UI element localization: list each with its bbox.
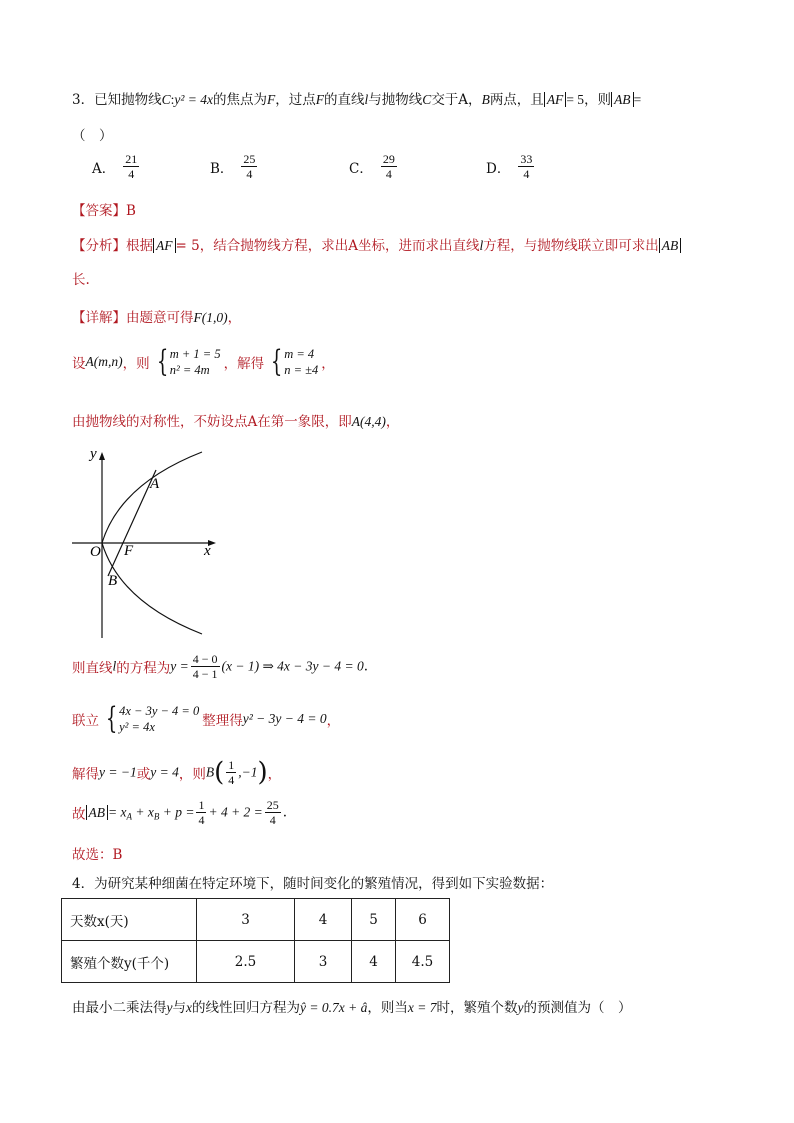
- analysis-line-2: 长.: [72, 272, 90, 288]
- parabola-graph: [70, 448, 230, 640]
- label-y: y: [90, 448, 97, 462]
- table-row: 天数x(天) 3 4 5 6: [62, 899, 450, 941]
- option-d: D． $\frac{33}{4}$: [486, 152, 533, 181]
- detail-line-2: 设A(m,n)，则 { m + 1 = 5 n² = 4m ，解得 { m = 4 n = ±4 ，: [72, 344, 335, 379]
- analysis-line: 【分析】根据 AF = 5，结合抛物线方程，求出A坐标，进而求出直线l方程，与抛物线联立即可求出 AB: [72, 234, 681, 254]
- table-row: 繁殖个数y(千个) 2.5 3 4 4.5: [62, 941, 450, 983]
- detail-line-6: 解得y = −1或y = 4，则B( $\frac{1}{4}$ ,−1)，: [72, 757, 282, 788]
- label-f: F: [124, 543, 134, 559]
- label-o: O: [90, 544, 101, 560]
- detail-line-5: 联立 { 4x − 3y − 4 = 0 y² = 4x 整理得y² − 3y − 4 = 0，: [72, 701, 341, 736]
- q3-blank: （ ）: [72, 128, 113, 144]
- line-l: [108, 470, 156, 576]
- system-2: { m = 4 n = ±4: [270, 344, 319, 379]
- option-c: C． $\frac{29}{4}$: [349, 152, 395, 181]
- q4-stem: 4．为研究某种细菌在特定环境下，随时间变化的繁殖情况，得到如下实验数据：: [72, 876, 554, 892]
- system-3: { 4x − 3y − 4 = 0 y² = 4x: [105, 701, 200, 736]
- detail-line-4: 则直线l的方程为y = $\frac{4 - 0}{4 - 1}$ (x − 1) ⇒ 4x − 3y − 4 = 0.: [72, 652, 369, 681]
- label-x: x: [204, 543, 211, 559]
- label-a: A: [150, 476, 160, 492]
- system-1: { m + 1 = 5 n² = 4m: [156, 344, 221, 379]
- answer-line: 【答案】B: [72, 203, 136, 219]
- option-a: A． $\frac{21}{4}$: [92, 152, 138, 181]
- q4-question: 由最小二乘法得y与x的线性回归方程为ŷ = 0.7x + â，则当x = 7时，繁殖个数y的预测值为（ ）: [72, 1000, 632, 1016]
- option-b: B． $\frac{25}{4}$: [210, 152, 256, 181]
- detail-line-1: 【详解】由题意可得F(1,0)，: [72, 310, 242, 326]
- detail-line-7: 故 AB = $x_A + x_B + p$ = $\frac{1}{4}$ + 4 + 2 = $\frac{25}{4}$ .: [72, 798, 288, 827]
- q3-stem: 3．已知抛物线C:y² = 4x的焦点为F，过点F的直线l与抛物线C交于A，B两点，且 AF = 5，则 AB =: [72, 92, 642, 108]
- choice-line: 故选：B: [72, 847, 123, 863]
- data-table: [61, 898, 450, 983]
- y-axis-arrow: [99, 452, 105, 460]
- detail-line-3: 由抛物线的对称性，不妨设点A在第一象限，即A(4,4)，: [72, 414, 400, 430]
- label-b: B: [108, 573, 118, 589]
